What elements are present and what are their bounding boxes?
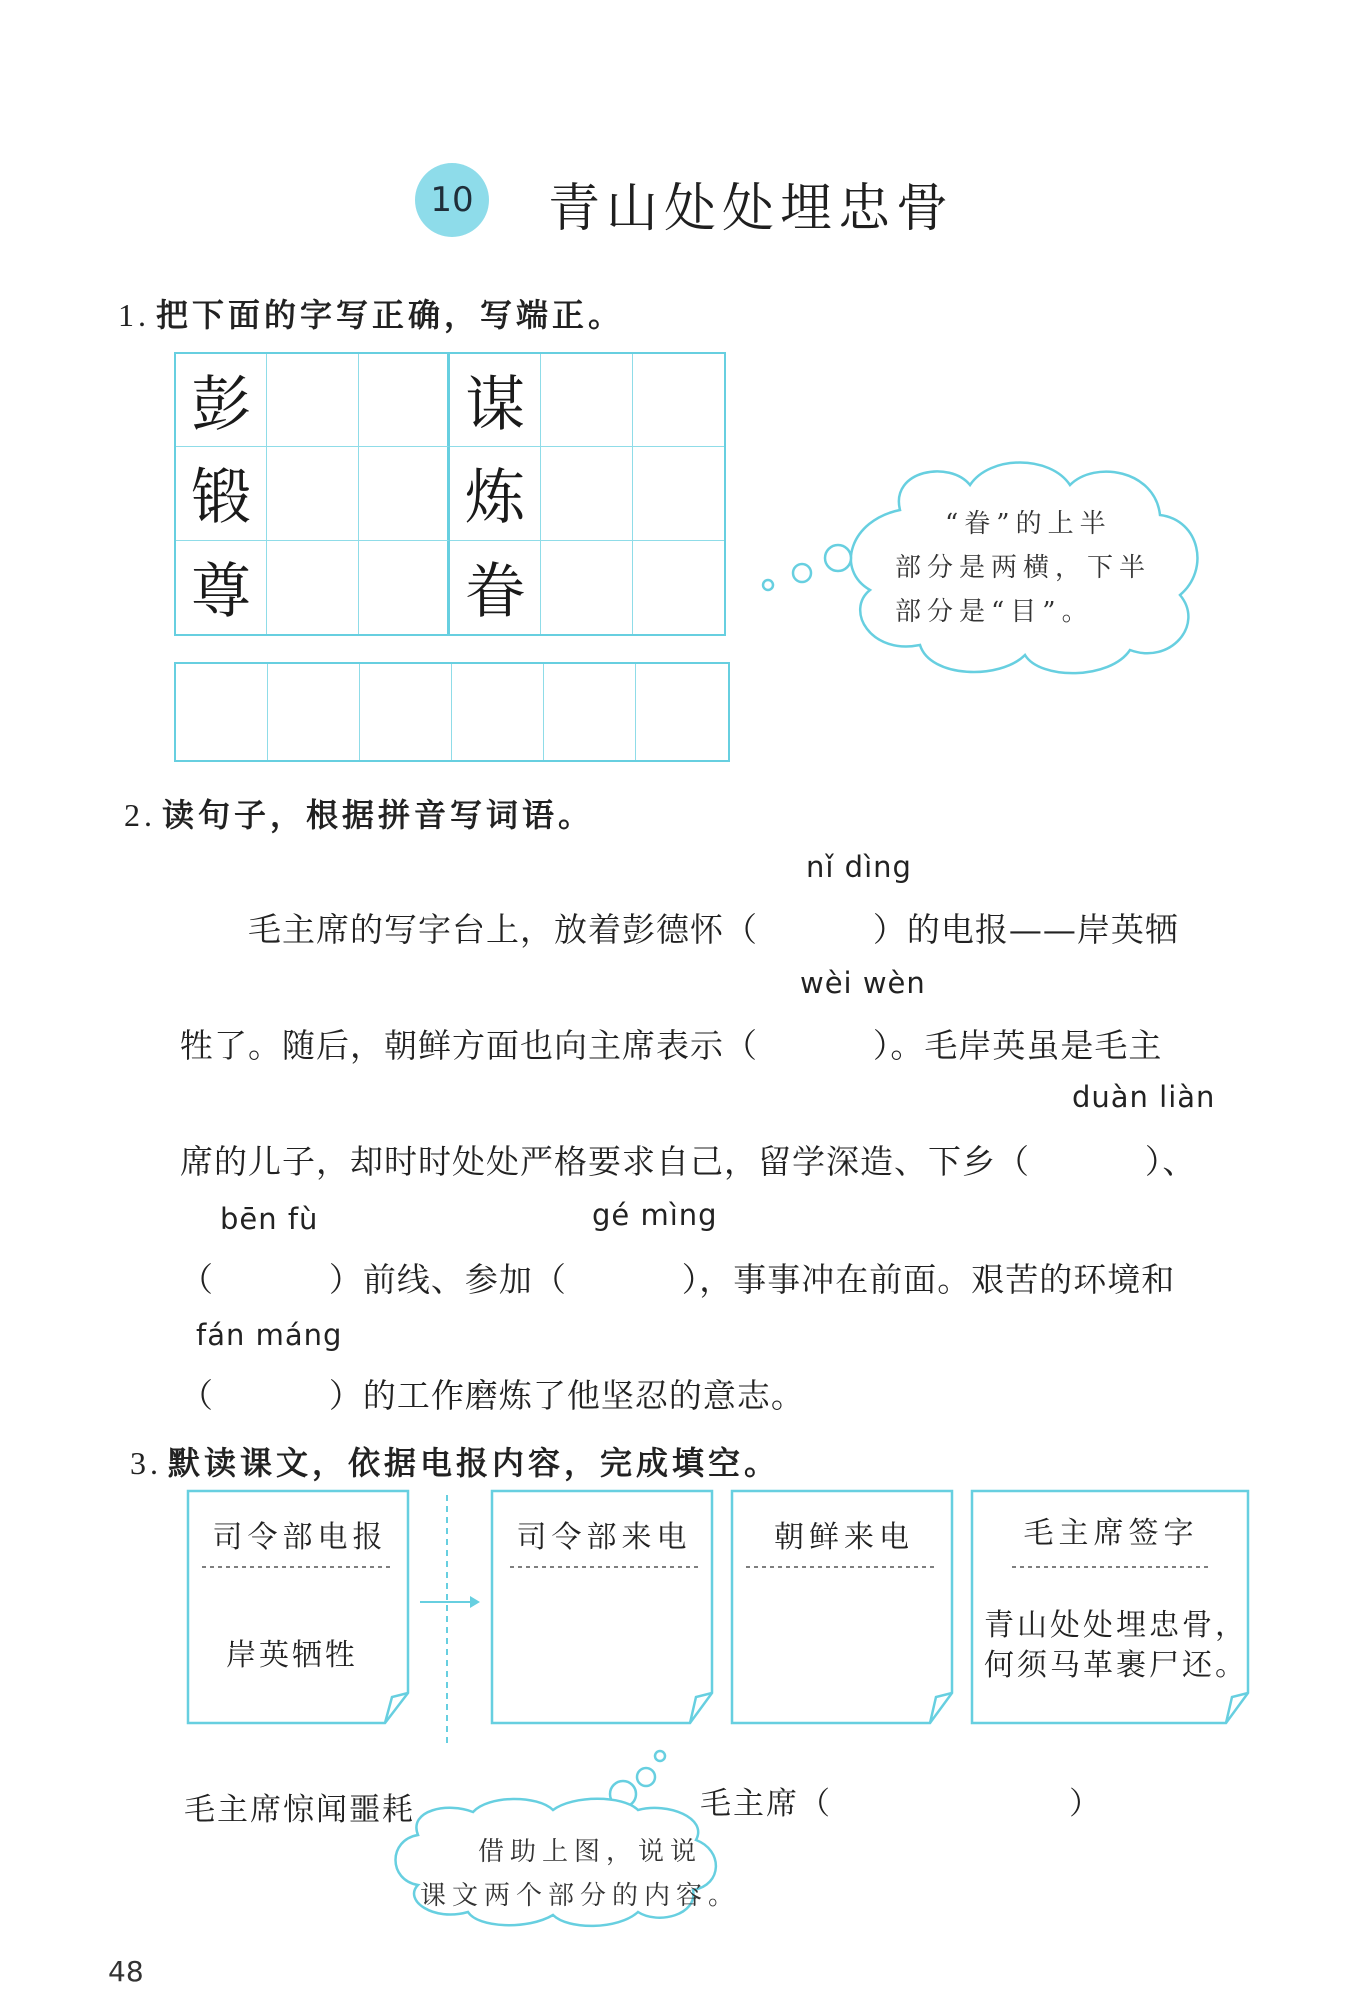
grid-cell-blank[interactable] — [633, 354, 724, 447]
grid-cell-blank[interactable] — [544, 664, 636, 760]
grid-cell-blank[interactable] — [541, 447, 632, 540]
question-1-prompt: 把下面的字写正确，写端正。 — [156, 296, 625, 334]
hint-line-2: 部分是两横，下半 — [895, 553, 1152, 583]
question-2-heading — [124, 790, 594, 836]
question-3-heading — [130, 1438, 780, 1484]
box-title-korea-incoming: 朝鲜来电 — [774, 1520, 914, 1555]
sentence-line-3: 席的儿子，却时时处处严格要求自己，留学深造、下乡（ ）、 — [180, 1142, 1197, 1181]
question-3-prompt: 默读课文，依据电报内容，完成填空。 — [168, 1444, 781, 1482]
lesson-number: 10 — [430, 180, 474, 220]
grid-cell-blank[interactable] — [268, 664, 360, 760]
grid-cell-model: 眷 — [450, 541, 541, 634]
pinyin-benfu: bēn fù — [220, 1202, 319, 1236]
question-2-number: 2. — [124, 797, 156, 833]
sentence-line-4: （ ）前线、参加（ ），事事冲在前面。艰苦的环境和 — [180, 1260, 1176, 1299]
pinyin-duanlian: duàn liàn — [1072, 1080, 1216, 1114]
pinyin-weiwen: wèi wèn — [800, 966, 926, 1000]
grid-cell-model: 锻 — [176, 447, 267, 540]
lesson-number-badge — [415, 163, 489, 237]
extra-writing-row — [174, 662, 730, 762]
question-3-number: 3. — [130, 1445, 162, 1481]
box-title-hq-telegram: 司令部电报 — [212, 1520, 388, 1555]
caption-left: 毛主席惊闻噩耗 — [184, 1792, 415, 1828]
sentence-line-2: 牲了。随后，朝鲜方面也向主席表示（ ）。毛岸英虽是毛主 — [180, 1026, 1163, 1065]
grid-cell-blank[interactable] — [633, 447, 724, 540]
grid-cell-blank[interactable] — [541, 541, 632, 634]
grid-cell-blank[interactable] — [541, 354, 632, 447]
grid-cell-blank[interactable] — [267, 447, 358, 540]
character-writing-grid — [174, 352, 726, 636]
grid-cell-blank[interactable] — [267, 354, 358, 447]
question-1-heading — [118, 290, 624, 336]
box-title-chairman-signature: 毛主席签字 — [1023, 1516, 1199, 1551]
hint-line-1: “眷”的上半 — [945, 509, 1112, 539]
grid-cell-blank[interactable] — [636, 664, 728, 760]
grid-cell-blank[interactable] — [633, 541, 724, 634]
grid-cell-model: 谋 — [450, 354, 541, 447]
box-title-hq-incoming: 司令部来电 — [516, 1520, 692, 1555]
question-2-prompt: 读句子，根据拼音写词语。 — [162, 796, 595, 834]
grid-cell-blank[interactable] — [359, 447, 450, 540]
lesson-title: 青山处处埋忠骨 — [548, 179, 955, 239]
grid-cell-blank[interactable] — [360, 664, 452, 760]
box-body-hq-telegram: 岸英牺牲 — [226, 1638, 358, 1673]
q3-hint-line-1: 借助上图，说说 — [478, 1837, 703, 1867]
box-body-poem-line-2: 何须马革裹尸还。 — [984, 1648, 1248, 1683]
box-body-poem-line-1: 青山处处埋忠骨， — [984, 1608, 1248, 1643]
grid-cell-model: 炼 — [450, 447, 541, 540]
caption-right: 毛主席（ ） — [700, 1786, 1103, 1822]
grid-cell-blank[interactable] — [359, 354, 450, 447]
pinyin-nidinq: nǐ dìng — [806, 850, 912, 884]
question-1-number: 1. — [118, 297, 150, 333]
pinyin-geming: gé mìng — [592, 1198, 718, 1232]
grid-cell-blank[interactable] — [176, 664, 268, 760]
sentence-line-5: （ ）的工作磨炼了他坚忍的意志。 — [180, 1376, 805, 1415]
grid-cell-model: 彭 — [176, 354, 267, 447]
grid-cell-model: 尊 — [176, 541, 267, 634]
pinyin-fanmang: fán máng — [196, 1318, 343, 1352]
sentence-line-1: 毛主席的写字台上，放着彭德怀（ ）的电报——岸英牺 — [248, 910, 1179, 949]
grid-cell-blank[interactable] — [267, 541, 358, 634]
grid-cell-blank[interactable] — [359, 541, 450, 634]
hint-line-3: 部分是“目”。 — [895, 597, 1094, 627]
grid-cell-blank[interactable] — [452, 664, 544, 760]
q3-hint-line-2: 课文两个部分的内容。 — [420, 1881, 741, 1911]
page-number: 48 — [108, 1955, 144, 1988]
